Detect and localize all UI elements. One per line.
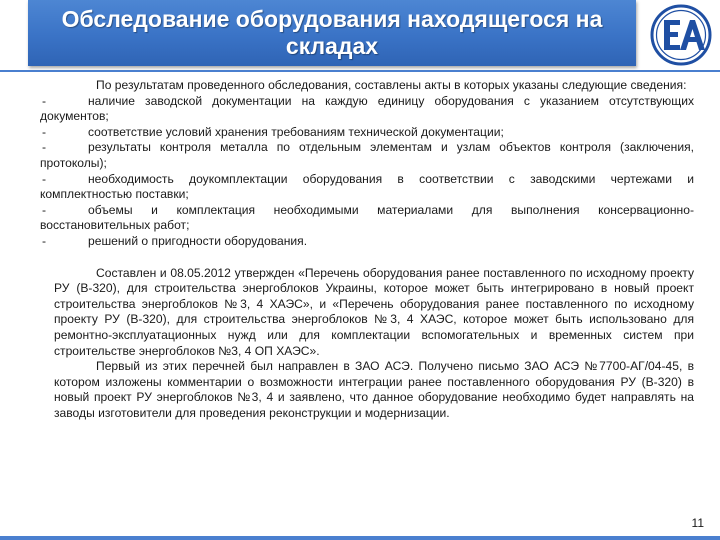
list-marker: - [42,124,47,139]
paragraph-letter: Первый из этих перечней был направлен в ЗАО АСЭ. Получено письмо ЗАО АСЭ №7700-АГ/04-45, в котором изложены комментарии о возможности интеграции ранее поставленного оборудования РУ (В-320) в новый проект РУ энергоблоков №3, 4 и заявлено, что данное оборудование необходимо будет направлять на заводы изготовители для проведения реконструкции и модернизации. [54,359,694,420]
title-banner [28,0,636,66]
list-item: - необходимость доукомплектации оборудования в соответствии с заводскими чертежами и комплектностью поставки; [40,171,694,202]
list-marker: - [42,93,47,108]
list-item: - объемы и комплектация необходимыми материалами для выполнения консервационно-восстановительных работ; [40,202,694,233]
company-logo-icon [650,4,712,66]
intro-paragraph [40,78,694,94]
footer-divider [0,536,720,540]
paragraph-approval: Составлен и 08.05.2012 утвержден «Перечень оборудования ранее поставленного по исходному проекту РУ (В-320), для строительства энергоблоков Украины, которое может быть интегрировано в новый проект строительства энергоблоков №3, 4 ХАЭС», и «Перечень оборудования ранее поставленного по исходному проекту РУ (В-320), для строительства энергоблоков №3, 4 ХАЭС, которое может быть использовано для ремонтно-эксплуатационных нужд или для комплектации вспомогательных и временных систем при строительстве энергоблоков №3, 4 ОП ХАЭС». [54,265,694,358]
list-item: - решений о пригодности оборудования. [42,233,308,248]
list-item: - наличие заводской документации на каждую единицу оборудования с указанием отсутствующих документов; [40,93,694,124]
header-divider [0,70,720,72]
list-marker: - [42,233,47,248]
slide-body [40,78,694,421]
list-marker: - [42,140,47,155]
page-number: 11 [691,516,704,530]
slide-title: Обследование оборудования находящегося на складах [61,6,603,59]
findings-list [40,94,694,250]
list-marker: - [42,171,47,186]
list-item: - результаты контроля металла по отдельным элементам и узлам объектов контроля (заключения, протоколы); [40,140,694,170]
intro-text: По результатам проведенного обследования, составлены акты в которых указаны следующие сведения: [96,78,687,92]
list-item: - соответствие условий хранения требованиям технической документации; [42,124,504,139]
list-marker: - [42,202,47,217]
slide-header [0,0,720,74]
summary-block [40,266,694,422]
